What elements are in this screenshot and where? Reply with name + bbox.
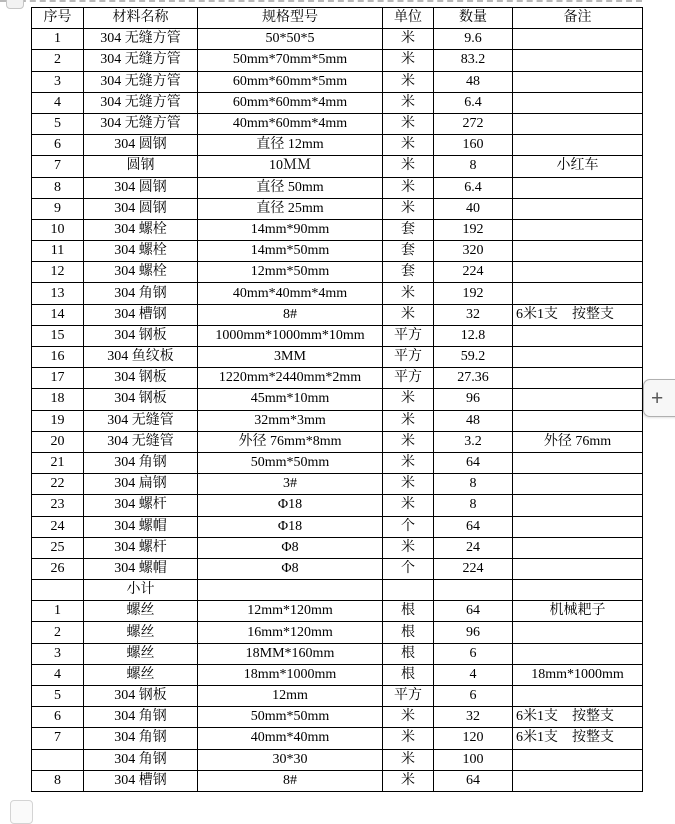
cell-r17-c4[interactable]: 27.36 [434, 368, 513, 389]
cell-r14-c3[interactable]: 米 [383, 304, 434, 325]
cell-r35-c4[interactable]: 100 [434, 749, 513, 770]
table-row [32, 368, 643, 389]
cell-r15-c0[interactable]: 15 [32, 325, 84, 346]
cell-r15-c2[interactable]: 1000mm*1000mm*10mm [198, 325, 383, 346]
cell-r31-c2[interactable]: 18mm*1000mm [198, 664, 383, 685]
cell-r21-c0[interactable]: 21 [32, 452, 84, 473]
cell-r36-c3[interactable]: 米 [383, 770, 434, 791]
cell-r5-c3[interactable]: 米 [383, 113, 434, 134]
cell-r10-c1[interactable]: 304 螺栓 [84, 219, 198, 240]
cell-r25-c3[interactable]: 米 [383, 537, 434, 558]
cell-r31-c4[interactable]: 4 [434, 664, 513, 685]
cell-r13-c2[interactable]: 40mm*40mm*4mm [198, 283, 383, 304]
cell-r18-c4[interactable]: 96 [434, 389, 513, 410]
cell-r10-c3[interactable]: 套 [383, 219, 434, 240]
cell-r2-c4[interactable]: 83.2 [434, 50, 513, 71]
cell-r11-c2[interactable]: 14mm*50mm [198, 241, 383, 262]
cell-r20-c1[interactable]: 304 无缝管 [84, 431, 198, 452]
table-row [32, 71, 643, 92]
cell-r17-c1[interactable]: 304 钢板 [84, 368, 198, 389]
table-row [32, 262, 643, 283]
cell-r32-c1[interactable]: 304 钢板 [84, 686, 198, 707]
table-row [32, 325, 643, 346]
cell-r20-c2[interactable]: 外径 76mm*8mm [198, 431, 383, 452]
materials-table [31, 7, 643, 792]
cell-r28-c4[interactable]: 64 [434, 601, 513, 622]
cell-r4-c4[interactable]: 6.4 [434, 92, 513, 113]
cell-r35-c5[interactable] [513, 749, 643, 770]
cell-r33-c1[interactable]: 304 角钢 [84, 707, 198, 728]
cell-r26-c0[interactable]: 26 [32, 558, 84, 579]
table-row [32, 643, 643, 664]
cell-r17-c5[interactable] [513, 368, 643, 389]
cell-r4-c0[interactable]: 4 [32, 92, 84, 113]
cell-r12-c4[interactable]: 224 [434, 262, 513, 283]
cell-r6-c1[interactable]: 304 圆钢 [84, 135, 198, 156]
cell-r28-c5[interactable]: 机械耙子 [513, 601, 643, 622]
cell-r2-c5[interactable] [513, 50, 643, 71]
cell-r14-c5[interactable]: 6米1支 按整支 [513, 304, 643, 325]
table-row [32, 516, 643, 537]
cell-r23-c2[interactable]: Φ18 [198, 495, 383, 516]
cell-r9-c3[interactable]: 米 [383, 198, 434, 219]
cell-r27-c2[interactable] [198, 580, 383, 601]
table-row [32, 452, 643, 473]
cell-r9-c0[interactable]: 9 [32, 198, 84, 219]
cell-r4-c2[interactable]: 60mm*60mm*4mm [198, 92, 383, 113]
cell-r17-c3[interactable]: 平方 [383, 368, 434, 389]
cell-r14-c2[interactable]: 8# [198, 304, 383, 325]
cell-r20-c0[interactable]: 20 [32, 431, 84, 452]
header-cell-0[interactable]: 序号 [32, 8, 84, 29]
cell-r29-c1[interactable]: 螺丝 [84, 622, 198, 643]
cell-r22-c0[interactable]: 22 [32, 474, 84, 495]
table-row [32, 601, 643, 622]
cell-r13-c3[interactable]: 米 [383, 283, 434, 304]
table-row [32, 219, 643, 240]
header-cell-2[interactable]: 规格型号 [198, 8, 383, 29]
cell-r4-c1[interactable]: 304 无缝方管 [84, 92, 198, 113]
add-button[interactable] [643, 379, 675, 417]
cell-r1-c5[interactable] [513, 29, 643, 50]
table-row [32, 622, 643, 643]
cell-r35-c0[interactable] [32, 749, 84, 770]
cell-r22-c5[interactable] [513, 474, 643, 495]
cell-r33-c0[interactable]: 6 [32, 707, 84, 728]
cell-r8-c1[interactable]: 304 圆钢 [84, 177, 198, 198]
table-row [32, 431, 643, 452]
cell-r6-c4[interactable]: 160 [434, 135, 513, 156]
cell-r16-c2[interactable]: 3MM [198, 347, 383, 368]
cell-r34-c2[interactable]: 40mm*40mm [198, 728, 383, 749]
cell-r30-c2[interactable]: 18MM*160mm [198, 643, 383, 664]
cell-r3-c4[interactable]: 48 [434, 71, 513, 92]
cell-r19-c0[interactable]: 19 [32, 410, 84, 431]
cell-r29-c5[interactable] [513, 622, 643, 643]
cell-r34-c4[interactable]: 120 [434, 728, 513, 749]
cell-r35-c1[interactable]: 304 角钢 [84, 749, 198, 770]
cell-r19-c5[interactable] [513, 410, 643, 431]
cell-r3-c1[interactable]: 304 无缝方管 [84, 71, 198, 92]
table-row [32, 770, 643, 791]
cell-r9-c1[interactable]: 304 圆钢 [84, 198, 198, 219]
cell-r30-c4[interactable]: 6 [434, 643, 513, 664]
cell-r18-c3[interactable]: 米 [383, 389, 434, 410]
cell-r25-c0[interactable]: 25 [32, 537, 84, 558]
cell-r23-c5[interactable] [513, 495, 643, 516]
cell-r16-c4[interactable]: 59.2 [434, 347, 513, 368]
table-row [32, 347, 643, 368]
cell-r36-c5[interactable] [513, 770, 643, 791]
table-row [32, 50, 643, 71]
cell-r32-c0[interactable]: 5 [32, 686, 84, 707]
cell-r14-c0[interactable]: 14 [32, 304, 84, 325]
table-row [32, 749, 643, 770]
cell-r6-c0[interactable]: 6 [32, 135, 84, 156]
table-row [32, 113, 643, 134]
table-row [32, 537, 643, 558]
cell-r26-c4[interactable]: 224 [434, 558, 513, 579]
table-row [32, 389, 643, 410]
cell-r35-c2[interactable]: 30*30 [198, 749, 383, 770]
cell-r32-c2[interactable]: 12mm [198, 686, 383, 707]
cell-r8-c4[interactable]: 6.4 [434, 177, 513, 198]
cell-r1-c4[interactable]: 9.6 [434, 29, 513, 50]
cell-r9-c4[interactable]: 40 [434, 198, 513, 219]
cell-r3-c3[interactable]: 米 [383, 71, 434, 92]
cell-r32-c4[interactable]: 6 [434, 686, 513, 707]
cell-r7-c0[interactable]: 7 [32, 156, 84, 177]
cell-r21-c2[interactable]: 50mm*50mm [198, 452, 383, 473]
cell-r28-c2[interactable]: 12mm*120mm [198, 601, 383, 622]
cell-r25-c5[interactable] [513, 537, 643, 558]
cell-r11-c3[interactable]: 套 [383, 241, 434, 262]
cell-r13-c1[interactable]: 304 角钢 [84, 283, 198, 304]
cell-r24-c0[interactable]: 24 [32, 516, 84, 537]
cell-r33-c4[interactable]: 32 [434, 707, 513, 728]
cell-r9-c2[interactable]: 直径 25mm [198, 198, 383, 219]
cell-r36-c2[interactable]: 8# [198, 770, 383, 791]
cell-r8-c5[interactable] [513, 177, 643, 198]
cell-r18-c5[interactable] [513, 389, 643, 410]
table-row [32, 177, 643, 198]
cell-r8-c2[interactable]: 直径 50mm [198, 177, 383, 198]
cell-r27-c4[interactable] [434, 580, 513, 601]
cell-r10-c4[interactable]: 192 [434, 219, 513, 240]
header-cell-1[interactable]: 材料名称 [84, 8, 198, 29]
cell-r7-c5[interactable]: 小红车 [513, 156, 643, 177]
table-row [32, 707, 643, 728]
cell-r32-c5[interactable] [513, 686, 643, 707]
plus-icon: + [651, 386, 664, 410]
cell-r21-c5[interactable] [513, 452, 643, 473]
floating-corner-shape-bottom [10, 800, 33, 824]
cell-r20-c3[interactable]: 米 [383, 431, 434, 452]
cell-r25-c2[interactable]: Φ8 [198, 537, 383, 558]
cell-r24-c2[interactable]: Φ18 [198, 516, 383, 537]
cell-r14-c4[interactable]: 32 [434, 304, 513, 325]
cell-r1-c0[interactable]: 1 [32, 29, 84, 50]
cell-r25-c4[interactable]: 24 [434, 537, 513, 558]
cell-r26-c1[interactable]: 304 螺帽 [84, 558, 198, 579]
cell-r8-c3[interactable]: 米 [383, 177, 434, 198]
cell-r30-c3[interactable]: 根 [383, 643, 434, 664]
cell-r2-c1[interactable]: 304 无缝方管 [84, 50, 198, 71]
cell-r5-c2[interactable]: 40mm*60mm*4mm [198, 113, 383, 134]
cell-r23-c0[interactable]: 23 [32, 495, 84, 516]
cell-r3-c5[interactable] [513, 71, 643, 92]
cell-r26-c5[interactable] [513, 558, 643, 579]
cell-r27-c0[interactable] [32, 580, 84, 601]
cell-r24-c3[interactable]: 个 [383, 516, 434, 537]
cell-r31-c0[interactable]: 4 [32, 664, 84, 685]
cell-r36-c0[interactable]: 8 [32, 770, 84, 791]
cell-r22-c2[interactable]: 3# [198, 474, 383, 495]
cell-r11-c1[interactable]: 304 螺栓 [84, 241, 198, 262]
cell-r3-c2[interactable]: 60mm*60mm*5mm [198, 71, 383, 92]
cell-r18-c0[interactable]: 18 [32, 389, 84, 410]
cell-r36-c4[interactable]: 64 [434, 770, 513, 791]
cell-r11-c4[interactable]: 320 [434, 241, 513, 262]
cell-r16-c1[interactable]: 304 鱼纹板 [84, 347, 198, 368]
cell-r35-c3[interactable]: 米 [383, 749, 434, 770]
table-row [32, 664, 643, 685]
cell-r12-c0[interactable]: 12 [32, 262, 84, 283]
cell-r18-c2[interactable]: 45mm*10mm [198, 389, 383, 410]
cell-r20-c4[interactable]: 3.2 [434, 431, 513, 452]
cell-r21-c3[interactable]: 米 [383, 452, 434, 473]
table-row [32, 495, 643, 516]
header-cell-3[interactable]: 单位 [383, 8, 434, 29]
cell-r32-c3[interactable]: 平方 [383, 686, 434, 707]
cell-r10-c5[interactable] [513, 219, 643, 240]
cell-r19-c1[interactable]: 304 无缝管 [84, 410, 198, 431]
cell-r24-c4[interactable]: 64 [434, 516, 513, 537]
cell-r10-c2[interactable]: 14mm*90mm [198, 219, 383, 240]
cell-r13-c0[interactable]: 13 [32, 283, 84, 304]
cell-r24-c5[interactable] [513, 516, 643, 537]
header-cell-5[interactable]: 备注 [513, 8, 643, 29]
table-row [32, 92, 643, 113]
table-body [32, 29, 643, 792]
cell-r11-c5[interactable] [513, 241, 643, 262]
cell-r34-c5[interactable]: 6米1支 按整支 [513, 728, 643, 749]
table-row [32, 558, 643, 579]
cell-r34-c1[interactable]: 304 角钢 [84, 728, 198, 749]
cell-r23-c4[interactable]: 8 [434, 495, 513, 516]
table-row [32, 198, 643, 219]
cell-r34-c3[interactable]: 米 [383, 728, 434, 749]
cell-r34-c0[interactable]: 7 [32, 728, 84, 749]
cell-r4-c3[interactable]: 米 [383, 92, 434, 113]
cell-r28-c0[interactable]: 1 [32, 601, 84, 622]
page-break-dashed-line [0, 0, 642, 2]
cell-r12-c1[interactable]: 304 螺栓 [84, 262, 198, 283]
cell-r5-c0[interactable]: 5 [32, 113, 84, 134]
cell-r23-c3[interactable]: 米 [383, 495, 434, 516]
cell-r19-c3[interactable]: 米 [383, 410, 434, 431]
cell-r1-c2[interactable]: 50*50*5 [198, 29, 383, 50]
cell-r5-c4[interactable]: 272 [434, 113, 513, 134]
table-row [32, 283, 643, 304]
cell-r2-c3[interactable]: 米 [383, 50, 434, 71]
table-row [32, 29, 643, 50]
cell-r8-c0[interactable]: 8 [32, 177, 84, 198]
cell-r7-c4[interactable]: 8 [434, 156, 513, 177]
cell-r16-c5[interactable] [513, 347, 643, 368]
cell-r5-c1[interactable]: 304 无缝方管 [84, 113, 198, 134]
cell-r18-c1[interactable]: 304 钢板 [84, 389, 198, 410]
cell-r29-c3[interactable]: 根 [383, 622, 434, 643]
cell-r27-c1[interactable]: 小计 [84, 580, 198, 601]
cell-r15-c4[interactable]: 12.8 [434, 325, 513, 346]
cell-r24-c1[interactable]: 304 螺帽 [84, 516, 198, 537]
table-row [32, 474, 643, 495]
cell-r31-c5[interactable]: 18mm*1000mm [513, 664, 643, 685]
cell-r30-c1[interactable]: 螺丝 [84, 643, 198, 664]
cell-r20-c5[interactable]: 外径 76mm [513, 431, 643, 452]
cell-r29-c0[interactable]: 2 [32, 622, 84, 643]
cell-r15-c3[interactable]: 平方 [383, 325, 434, 346]
cell-r29-c2[interactable]: 16mm*120mm [198, 622, 383, 643]
table-row [32, 304, 643, 325]
cell-r26-c3[interactable]: 个 [383, 558, 434, 579]
table-row [32, 410, 643, 431]
table-row [32, 135, 643, 156]
table-row [32, 728, 643, 749]
cell-r22-c4[interactable]: 8 [434, 474, 513, 495]
cell-r25-c1[interactable]: 304 螺杆 [84, 537, 198, 558]
cell-r1-c1[interactable]: 304 无缝方管 [84, 29, 198, 50]
cell-r17-c0[interactable]: 17 [32, 368, 84, 389]
cell-r14-c1[interactable]: 304 槽钢 [84, 304, 198, 325]
cell-r33-c5[interactable]: 6米1支 按整支 [513, 707, 643, 728]
cell-r7-c1[interactable]: 圆钢 [84, 156, 198, 177]
cell-r4-c5[interactable] [513, 92, 643, 113]
table-row [32, 156, 643, 177]
header-cell-4[interactable]: 数量 [434, 8, 513, 29]
cell-r9-c5[interactable] [513, 198, 643, 219]
cell-r12-c5[interactable] [513, 262, 643, 283]
cell-r29-c4[interactable]: 96 [434, 622, 513, 643]
cell-r26-c2[interactable]: Φ8 [198, 558, 383, 579]
cell-r16-c0[interactable]: 16 [32, 347, 84, 368]
cell-r13-c4[interactable]: 192 [434, 283, 513, 304]
cell-r19-c2[interactable]: 32mm*3mm [198, 410, 383, 431]
cell-r12-c2[interactable]: 12mm*50mm [198, 262, 383, 283]
cell-r30-c0[interactable]: 3 [32, 643, 84, 664]
cell-r19-c4[interactable]: 48 [434, 410, 513, 431]
cell-r28-c3[interactable]: 根 [383, 601, 434, 622]
header-row [32, 8, 643, 29]
cell-r7-c2[interactable]: 10ＭＭ [198, 156, 383, 177]
floating-corner-shape-top [6, 0, 24, 9]
cell-r7-c3[interactable]: 米 [383, 156, 434, 177]
cell-r17-c2[interactable]: 1220mm*2440mm*2mm [198, 368, 383, 389]
cell-r13-c5[interactable] [513, 283, 643, 304]
cell-r31-c1[interactable]: 螺丝 [84, 664, 198, 685]
cell-r11-c0[interactable]: 11 [32, 241, 84, 262]
cell-r23-c1[interactable]: 304 螺杆 [84, 495, 198, 516]
cell-r33-c3[interactable]: 米 [383, 707, 434, 728]
cell-r30-c5[interactable] [513, 643, 643, 664]
cell-r6-c2[interactable]: 直径 12mm [198, 135, 383, 156]
cell-r22-c1[interactable]: 304 扁钢 [84, 474, 198, 495]
cell-r15-c1[interactable]: 304 钢板 [84, 325, 198, 346]
cell-r21-c1[interactable]: 304 角钢 [84, 452, 198, 473]
cell-r16-c3[interactable]: 平方 [383, 347, 434, 368]
table-row [32, 580, 643, 601]
cell-r6-c3[interactable]: 米 [383, 135, 434, 156]
cell-r10-c0[interactable]: 10 [32, 219, 84, 240]
cell-r15-c5[interactable] [513, 325, 643, 346]
cell-r27-c3[interactable] [383, 580, 434, 601]
cell-r27-c5[interactable] [513, 580, 643, 601]
cell-r36-c1[interactable]: 304 槽钢 [84, 770, 198, 791]
cell-r2-c0[interactable]: 2 [32, 50, 84, 71]
table-row [32, 686, 643, 707]
cell-r21-c4[interactable]: 64 [434, 452, 513, 473]
cell-r3-c0[interactable]: 3 [32, 71, 84, 92]
cell-r12-c3[interactable]: 套 [383, 262, 434, 283]
cell-r33-c2[interactable]: 50mm*50mm [198, 707, 383, 728]
table-row [32, 241, 643, 262]
cell-r5-c5[interactable] [513, 113, 643, 134]
cell-r1-c3[interactable]: 米 [383, 29, 434, 50]
cell-r2-c2[interactable]: 50mm*70mm*5mm [198, 50, 383, 71]
cell-r6-c5[interactable] [513, 135, 643, 156]
cell-r22-c3[interactable]: 米 [383, 474, 434, 495]
cell-r31-c3[interactable]: 根 [383, 664, 434, 685]
cell-r28-c1[interactable]: 螺丝 [84, 601, 198, 622]
